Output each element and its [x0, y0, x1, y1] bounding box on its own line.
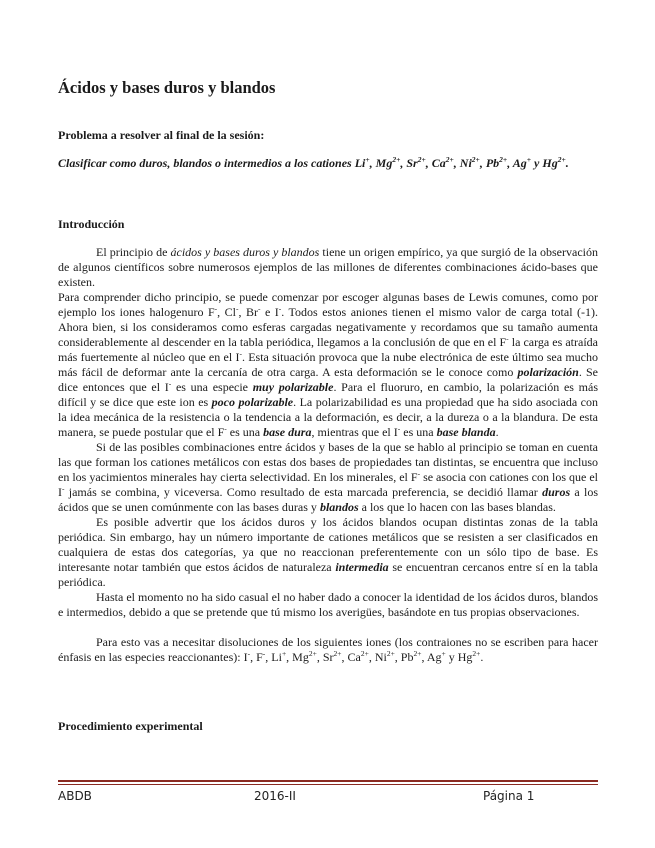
- ion-pb: $Pb^{2+}$: [400, 649, 422, 664]
- term-poco-polarizable: poco polarizable: [211, 395, 294, 409]
- footer-rule-thick: [58, 780, 598, 782]
- ion-ca: $Ca^{2+}$: [347, 649, 369, 664]
- ion-sr: $Sr^{2+}$: [406, 155, 426, 170]
- ion-mg: $Mg^{2+}$: [292, 649, 317, 664]
- ion-ag: Ag+: [512, 155, 532, 170]
- ion-mg: $Mg^{2+}$: [375, 155, 401, 170]
- term-muy-polarizable: muy polarizable: [252, 380, 334, 394]
- term-intermedia: intermedia: [335, 560, 389, 574]
- intro-paragraph-3: Si de las posibles combinaciones entre ácidos y bases de la que se hablo al principio se toman en cuenta las que forman los cationes metálicos con estas dos bases de propiedades tan distintas, se encuentra que incluso en los yacimientos minerales hay cierta selectividad. En los minerales, el F- se asocia con cationes con los que el I- jamás se combina, y viceversa. Como resultado de esta marcada preferencia, se decidió llamar duros a los ácidos que se unen comúnmente con las bases duras y blandos a los que lo hacen con las bases blandas.: [58, 440, 598, 514]
- intro-paragraph-1: El principio de ácidos y bases duros y blandos tiene un origen empírico, ya que surgió de la observación de algunos científicos sobre numerosos ejemplos de las millones de diferentes combinaciones ácido-bases que existen.: [58, 245, 598, 289]
- footer-rule-thin: [58, 784, 598, 785]
- term-base-blanda: base blanda: [436, 425, 496, 439]
- ion-ni: $Ni^{2+}$: [374, 649, 395, 664]
- ion-li: Li+: [271, 649, 287, 664]
- intro-body: [58, 245, 598, 665]
- ion-pb: $Pb^{2+}$: [485, 155, 508, 170]
- footer-center: 2016-II: [254, 789, 296, 803]
- problem-heading: Problema a resolver al final de la sesión:: [58, 128, 265, 142]
- footer-left: ABDB: [58, 789, 92, 803]
- intro-paragraph-5: Hasta el momento no ha sido casual el no haber dado a conocer la identidad de los ácidos duros, blandos e intermedios, debido a que se pretende que tú mismo los averigües, basándote en tus propias observaciones.: [58, 590, 598, 619]
- term-blandos: blandos: [319, 500, 359, 514]
- problem-text: Clasificar como duros, blandos o intermedios a los cationes: [58, 156, 355, 170]
- ion-ag: Ag+: [426, 649, 446, 664]
- term-duros: duros: [542, 485, 571, 499]
- document-title: Ácidos y bases duros y blandos: [58, 78, 276, 97]
- ion-ca: $Ca^{2+}$: [431, 155, 454, 170]
- ion-hg: $Hg^{2+}$: [542, 155, 566, 170]
- reagent-ions: F-, Li+, $Mg^{2+}$, $Sr^{2+}$, $Ca^{2+}$, $Ni^{2+}$, $Pb^{2+}$, Ag+ y $Hg^{2+}$.: [256, 649, 484, 664]
- ion-f: F-: [256, 649, 266, 664]
- procedure-heading: Procedimiento experimental: [58, 719, 203, 733]
- term-hsab: ácidos y bases duros y blandos: [170, 245, 320, 259]
- ion-li: Li+: [354, 155, 370, 170]
- problem-ions: Li+, $Mg^{2+}$, $Sr^{2+}$, $Ca^{2+}$, $Ni^{2+}$, $Pb^{2+}$, Ag+ y $Hg^{2+}$.: [354, 155, 569, 170]
- intro-paragraph-4: Es posible advertir que los ácidos duros y los ácidos blandos ocupan distintas zonas de la tabla periódica. Sin embargo, hay un número importante de cationes metálicos que se resisten a ser clasificados en cualquiera de estas dos categorías, ya que no reaccionan preferentemente con un sólo tipo de base. Es interesante notar también que estos ácidos de naturaleza intermedia se encuentran cercanos entre sí en la tabla periódica.: [58, 515, 598, 589]
- ion-ni: $Ni^{2+}$: [459, 155, 480, 170]
- problem-statement: [58, 156, 598, 171]
- intro-paragraph-2: Para comprender dicho principio, se puede comenzar por escoger algunas bases de Lewis comunes, como por ejemplo los iones halogenuro F-, Cl-, Br- e I-. Todos estos aniones tienen el mismo valor de carga total (-1). Ahora bien, si los consideramos como esferas cargadas negativamente y recordamos que su tamaño aumenta considerablemente al descender en la tabla periódica, llegamos a la conclusión de que en el F- la carga es atraída más fuertemente al núcleo que en el I-. Esta situación provoca que la nube electrónica de este último sea mucho más fácil de deformar ante la cercanía de otra carga. A esta deformación se le conoce como polarización. Se dice entonces que el I- es una especie muy polarizable. Para el fluoruro, en cambio, la polarización es más difícil y se dice que este ion es poco polarizable. La polarizabilidad es una propiedad que ha sido asociada con la idea mecánica de la resistencia o la tendencia a la deformación, es decir, a la dureza o a la blandura. De esta manera, se puede postular que el F- es una base dura, mientras que el I- es una base blanda.: [58, 290, 599, 439]
- footer-page-number: Página 1: [483, 789, 535, 803]
- term-base-dura: base dura: [263, 425, 312, 439]
- term-polarizacion: polarización: [517, 365, 579, 379]
- intro-heading: Introducción: [58, 217, 125, 231]
- ion-hg: $Hg^{2+}$: [457, 649, 481, 664]
- intro-paragraph-6: Para esto vas a necesitar disoluciones de los siguientes iones (los contraiones no se escriben para hacer énfasis en las especies reaccionantes): I-, F-, Li+, $Mg^{2+}$, $Sr^{2+}$, $Ca^{2+}$, $Ni^{2+}$, $Pb^{2+}$, Ag+ y $Hg^{2+}$.: [58, 635, 598, 664]
- ion-sr: $Sr^{2+}$: [322, 649, 342, 664]
